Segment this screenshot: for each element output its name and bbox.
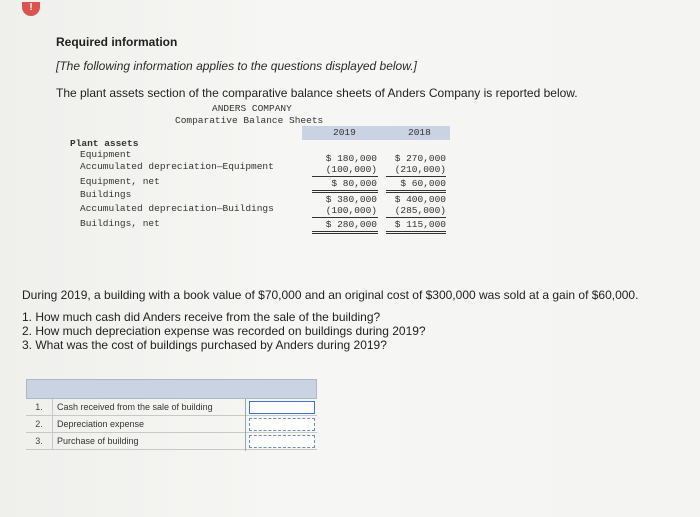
row-label: Purchase of building [57,436,139,446]
purchase-of-building-input[interactable] [249,435,315,448]
value-2018: $ 115,000 [394,219,446,230]
value-2018: $ 60,000 [400,178,446,189]
alert-icon: ! [22,2,40,16]
table-row [26,416,317,433]
row-label: Cash received from the sale of building [57,402,213,412]
scenario-text: During 2019, a building with a book value of $70,000 and an original cost of $300,000 was sold at a gain of $60,000. [22,288,639,302]
subtotal-rule [386,176,446,177]
year-2018-header: 2018 [408,127,431,138]
subtotal-rule [386,217,446,218]
answer-table [26,379,317,451]
value-2019: $ 180,000 [325,153,377,164]
value-2019: (100,000) [325,164,377,175]
value-2019: $ 80,000 [331,178,377,189]
total-rule [386,190,446,193]
table-row [26,433,317,450]
subtotal-rule [312,217,378,218]
value-2019: $ 380,000 [325,194,377,205]
row-label: Accumulated depreciation—Buildings [80,203,274,214]
total-rule [386,231,446,234]
statement-title: Comparative Balance Sheets [175,115,324,126]
depreciation-expense-input[interactable] [249,418,315,431]
row-label: Equipment, net [80,176,160,187]
value-2018: $ 400,000 [394,194,446,205]
row-number: 2. [26,416,53,433]
row-number: 1. [26,399,53,416]
section-heading: Plant assets [70,138,139,149]
total-rule [312,190,378,193]
table-row [26,399,317,416]
intro-text: The plant assets section of the comparative balance sheets of Anders Company is reported below. [56,86,578,100]
question-2: 2. How much depreciation expense was recorded on buildings during 2019? [22,324,426,338]
company-name: ANDERS COMPANY [212,103,292,114]
answer-table-header [26,379,317,399]
value-2018: (210,000) [394,164,446,175]
value-2019: $ 280,000 [325,219,377,230]
row-label: Equipment [80,149,132,160]
row-label: Accumulated depreciation—Equipment [80,161,274,172]
row-label: Buildings, net [80,218,160,229]
row-number: 3. [26,433,53,450]
value-2019: (100,000) [325,205,377,216]
question-1: 1. How much cash did Anders receive from the sale of the building? [22,310,381,324]
value-2018: $ 270,000 [394,153,446,164]
column-divider [245,399,246,451]
total-rule [312,231,378,234]
row-label: Buildings [80,189,132,200]
instruction-note: [The following information applies to the questions displayed below.] [56,59,417,73]
row-label: Depreciation expense [57,419,145,429]
cash-received-input[interactable] [249,401,315,414]
value-2018: (285,000) [394,205,446,216]
year-2019-header: 2019 [333,127,356,138]
subtotal-rule [312,176,378,177]
question-3: 3. What was the cost of buildings purchased by Anders during 2019? [22,338,387,352]
required-information-title: Required information [56,35,178,49]
